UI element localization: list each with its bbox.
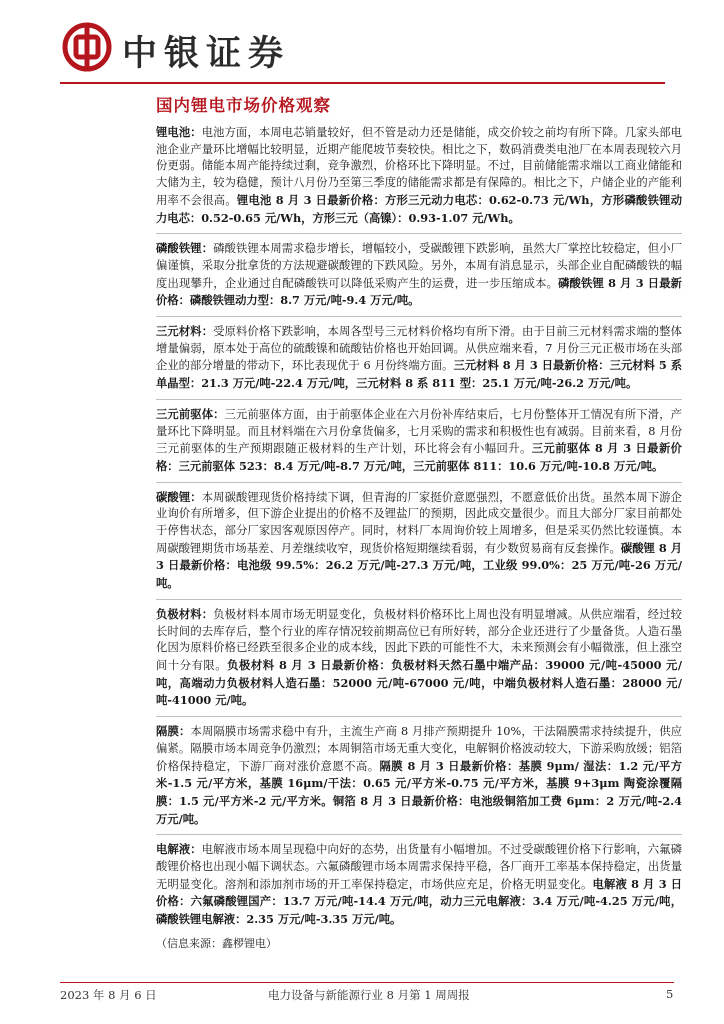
paragraph-lead: 电解液： [156, 842, 202, 857]
paragraph-battery [156, 124, 682, 227]
paragraph-body: 磷酸铁锂本周需求稳步增长，增幅较小，受碳酸锂下跌影响，虽然大厂掌控比较稳定，但小厂偏谨慎，采取分批拿货的方法规避碳酸锂的下跌风险。另外，本周有消息显示，头部企业自配磷酸铁的幅度出现攀升，企业通过自配磷酸铁可以降低采购产生的运费，进一步压缩成本。 [156, 242, 682, 290]
divider [156, 599, 682, 600]
section-title: 国内锂电市场价格观察 [156, 96, 331, 115]
paragraph-price: 磷酸铁锂 8 月 3 日最新价格：磷酸铁锂动力型：8.7 万元/吨-9.4 万元/吨。 [156, 275, 682, 308]
footer-date: 2023 年 8 月 6 日 [60, 988, 157, 1002]
bank-of-china-logo-icon [62, 22, 112, 72]
footer-rule [60, 982, 674, 983]
paragraph-body: 本周隔膜市场需求稳中有升，主流生产商 8 月排产预期提升 10%，干法隔膜需求持续提升，供应偏紧。隔膜市场本周竞争仍激烈；本周铜箔市场无重大变化，电解铜价格波动较大，下游采购放缓；铝箔价格保持稳定，下游厂商对涨价意愿不高。 [156, 725, 682, 773]
paragraph-price: 三元前驱体 8 月 3 日最新价格：三元前驱体 523：8.4 万元/吨-8.7 万元/吨，三元前驱体 811：10.6 万元/吨-10.8 万元/吨。 [156, 441, 682, 473]
divider [156, 399, 682, 400]
paragraph-body: 电池方面，本周电芯销量较好，但不管是动力还是储能，成交价较之前均有所下降。几家头部电池企业产量环比增幅比较明显，近期产能爬坡节奏较快。相比之下，数码消费类电池厂在本周表现较六月份更弱。储能本周产能持续过剩，竞争激烈，价格环比下降明显。不过，目前储能需求端以工商业储能和大储为主，较为稳健，预计八月份乃至第三季度的储能需求都是有保障的。相比之下，户储企业的产能利用率不会很高。 [156, 126, 682, 207]
paragraph-lead: 隔膜： [156, 724, 191, 739]
paragraph-separator [156, 723, 682, 828]
paragraph-body: 负极材料本周市场无明显变化，负极材料价格环比上周也没有明显增减。从供应端看，经过较长时间的去库存后，整个行业的库存情况较前期高位已有所好转，部分企业还进行了少量备货。人造石墨化因为原料价格已经跌至很多企业的成本线，因此下跌的可能性不大，未来预测会有小幅微涨，但上涨空间十分有限。 [156, 607, 682, 672]
divider [156, 233, 682, 234]
paragraph-lithium-carbonate [156, 489, 682, 593]
paragraph-price: 电解液 8 月 3 日价格：六氟磷酸锂国产：13.7 万元/吨-14.4 万元/吨，动力三元电解液：3.4 万元/吨-4.25 万元/吨，磷酸铁锂电解液：2.35 万元/吨-3.35 万元/吨。 [156, 876, 682, 927]
footer-report-title: 电力设备与新能源行业 8 月第 1 周周报 [268, 988, 470, 1002]
source-note: （信息来源：鑫椤锂电） [156, 936, 277, 950]
paragraph-lead: 磷酸铁锂： [156, 241, 214, 256]
paragraph-ternary [156, 323, 682, 393]
report-body [156, 124, 682, 951]
paragraph-price: 碳酸锂 8 月 3 日最新价格：电池级 99.5%：26.2 万元/吨-27.3 万元/吨，工业级 99.0%：25 万元/吨-26 万元/吨。 [156, 540, 682, 591]
page-number: 5 [666, 987, 674, 1001]
paragraph-anode [156, 606, 682, 710]
paragraph-lead: 三元材料： [156, 324, 214, 339]
paragraph-lead: 碳酸锂： [156, 489, 202, 504]
divider [156, 716, 682, 717]
paragraph-body: 三元前驱体方面，由于前驱体企业在六月份补库结束后，七月份整体开工情况有所下滑，产量环比下降明显。而且材料端在六月份拿货偏多，七月采购的需求和积极性也有减弱。目前来看，8 月份三元前驱体的生产预期跟随正极材料的生产计划，环比将会有小幅回升。 [156, 407, 682, 456]
page-header [62, 22, 662, 78]
paragraph-price: 负极材料 8 月 3 日最新价格：负极材料天然石墨中端产品：39000 元/吨-45000 元/吨，高端动力负极材料人造石墨：52000 元/吨-67000 元/吨，中端负极材料人造石墨：28000 元/吨-41000 元/吨。 [156, 657, 682, 708]
divider [156, 482, 682, 483]
paragraph-body: 本周碳酸锂现货价格持续下调，但青海的厂家挺价意愿强烈，不愿意低价出货。虽然本周下游企业询价有所增多，但下游企业提出的价格不及锂盐厂的预期，因此成交量很少。而且大部分厂家目前都处于停售状态，部分厂家因客观原因停产。同时，材料厂本周询价较上周增多，但是采买仍然比较谨慎。本周碳酸锂期货市场基差、月差继续收窄，现货价格短期继续看弱，有少数贸易商有反套操作。 [156, 490, 682, 555]
paragraph-body: 受原料价格下跌影响，本周各型号三元材料价格均有所下滑。由于目前三元材料需求端的整体增量偏弱，原本处于高位的硫酸镍和硫酸钴价格也开始回调。从供应端来看，7 月份三元正极市场在头部企业的部分增量的带动下，环比表现优于 6 月份终端方面。 [156, 325, 682, 373]
header-rule [60, 82, 665, 84]
paragraph-lfp [156, 240, 682, 310]
paragraph-lead: 锂电池： [156, 125, 202, 139]
paragraph-lead: 三元前驱体： [156, 406, 225, 421]
paragraph-price: 锂电池 8 月 3 日最新价格：方形三元动力电芯：0.62-0.73 元/Wh，方形磷酸铁锂动力电芯：0.52-0.65 元/Wh，方形三元（高镍）：0.93-1.07 元/Wh。 [156, 192, 682, 225]
divider [156, 316, 682, 317]
paragraph-precursor [156, 406, 682, 476]
brand-name: 中银证券 [122, 34, 291, 74]
paragraph-electrolyte [156, 841, 682, 929]
paragraph-price: 隔膜 8 月 3 日最新价格：基膜 9μm/ 湿法：1.2 元/平方米-1.5 元/平方米，基膜 16μm/干法：0.65 元/平方米-0.75 元/平方米，基膜 9+3μm 陶瓷涂覆隔膜：1.5 元/平方米-2 元/平方米。铜箔 8 月 3 日最新价格：电池级铜箔加工费 6μm：2 万元/吨-2.4 万元/吨。 [156, 758, 682, 826]
divider [156, 834, 682, 835]
paragraph-body: 电解液市场本周呈现稳中向好的态势，出货量有小幅增加。不过受碳酸锂价格下行影响，六氟磷酸锂价格也出现小幅下调状态。六氟磷酸锂市场本周需求保持平稳，各厂商开工率基本保持稳定，出货量无明显变化。溶剂和添加剂市场的开工率保持稳定，市场供应充足，价格无明显变化。 [156, 843, 682, 891]
paragraph-lead: 负极材料： [156, 606, 214, 621]
paragraph-price: 三元材料 8 月 3 日最新价格：三元材料 5 系单晶型：21.3 万元/吨-22.4 万元/吨，三元材料 8 系 811 型：25.1 万元/吨-26.2 万元/吨。 [156, 358, 682, 391]
